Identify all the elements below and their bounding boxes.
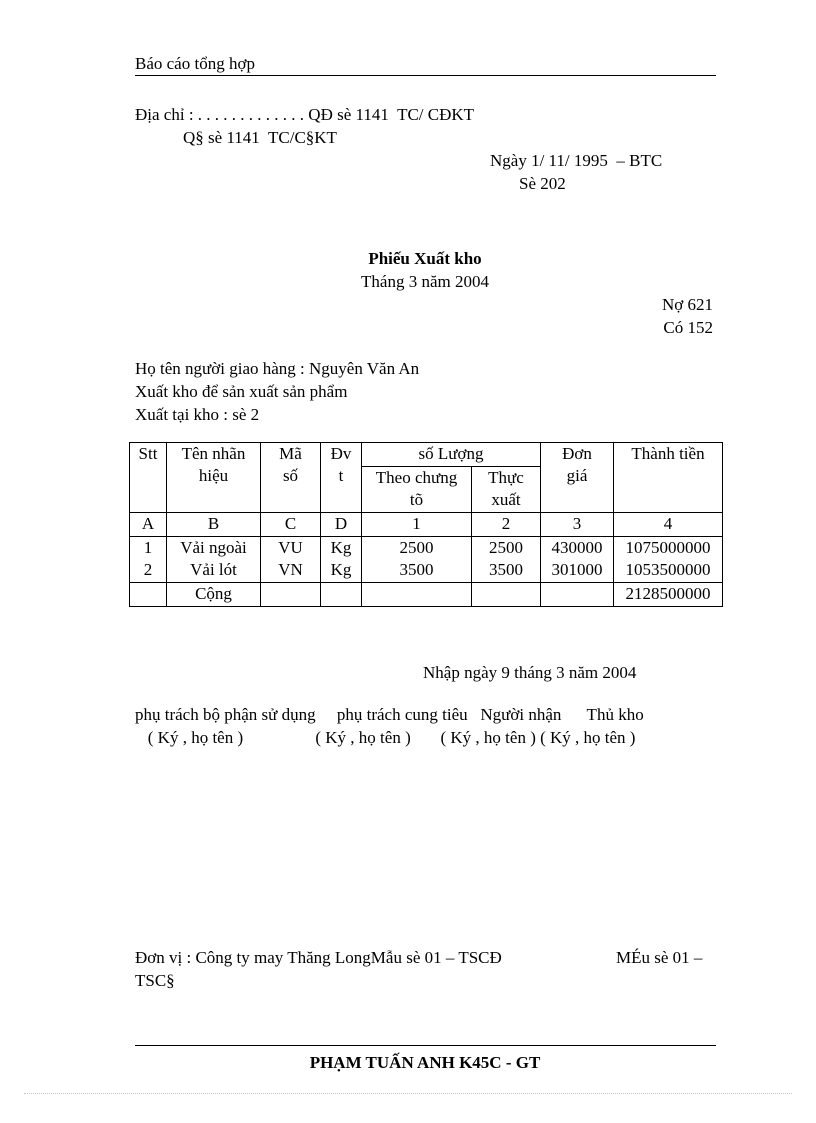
row-qty-actual-2: 3500 <box>489 560 523 579</box>
row-item-code-2: VN <box>278 560 303 579</box>
signature-roles: phụ trách bộ phận sử dụng phụ trách cung tiêu Người nhận Thủ kho <box>135 705 644 724</box>
total-empty-cell <box>130 583 167 607</box>
column-code: 2 <box>472 513 541 537</box>
header-amount: Thành tiền <box>614 443 723 513</box>
column-code: 3 <box>541 513 614 537</box>
header-qty-actual <box>472 467 541 513</box>
row-qty-actual-1: 2500 <box>489 538 523 557</box>
footer-author: PHẠM TUẤN ANH K45C - GT <box>309 1053 541 1072</box>
column-code: C <box>261 513 321 537</box>
header-name-line1: Tên nhãn <box>181 444 246 463</box>
row-amount <box>614 537 723 583</box>
table-total-row <box>130 583 723 607</box>
column-code: D <box>321 513 362 537</box>
header-stt: Stt <box>130 443 167 513</box>
row-item-name-1: Vải ngoài <box>180 538 247 557</box>
report-header-title: Báo cáo tổng hợp <box>135 54 255 73</box>
signature-instructions: ( Ký , họ tên ) ( Ký , họ tên ) ( Ký , họ tên ) ( Ký , họ tên ) <box>135 728 636 747</box>
document-title: Phiếu Xuất kho <box>368 249 482 268</box>
header-code-line1: Mã <box>279 444 302 463</box>
address-line: Địa chỉ : . . . . . . . . . . . . . QĐ sè 1141 TC/ CĐKT <box>135 105 475 124</box>
row-stt <box>130 537 167 583</box>
header-unit-line2: t <box>338 466 344 485</box>
export-purpose: Xuất kho để sản xuất sản phẩm <box>135 382 348 401</box>
column-code: A <box>130 513 167 537</box>
row-stt-1: 1 <box>143 538 153 557</box>
export-warehouse: Xuất tại kho : sè 2 <box>135 405 260 424</box>
header-qty-document <box>362 467 472 513</box>
header-rule <box>135 75 716 76</box>
import-date: Nhập ngày 9 tháng 3 năm 2004 <box>423 663 637 682</box>
unit-form-code: TSC§ <box>135 971 175 990</box>
header-code <box>261 443 321 513</box>
total-empty-cell <box>362 583 472 607</box>
header-unit <box>321 443 362 513</box>
column-code: 4 <box>614 513 723 537</box>
column-code: 1 <box>362 513 472 537</box>
table-code-row <box>130 513 723 537</box>
row-unit <box>321 537 362 583</box>
header-name-line2: hiệu <box>198 466 229 485</box>
header-code-line2: số <box>282 466 299 485</box>
regulation-line: Q§ sè 1141 TC/C§KT <box>183 128 337 147</box>
row-item-name <box>167 537 261 583</box>
header-qty-actual-line1: Thực <box>488 468 524 487</box>
regulation-number: Sè 202 <box>519 174 566 193</box>
row-qty-actual <box>472 537 541 583</box>
footer-rule <box>135 1045 716 1046</box>
table-row <box>130 537 723 583</box>
header-quantity: số Lượng <box>362 443 541 467</box>
total-label: Cộng <box>167 583 261 607</box>
total-amount: 2128500000 <box>614 583 723 607</box>
document-subtitle: Tháng 3 năm 2004 <box>361 272 489 291</box>
row-qty-document-1: 2500 <box>399 538 434 557</box>
header-qty-document-line2: tõ <box>409 490 424 509</box>
row-unit-2: Kg <box>330 560 352 579</box>
deliverer-name: Họ tên người giao hàng : Nguyên Văn An <box>135 359 420 378</box>
regulation-date: Ngày 1/ 11/ 1995 – BTC <box>490 151 663 170</box>
column-code: B <box>167 513 261 537</box>
row-item-name-2: Vải lót <box>190 560 237 579</box>
row-unit-price <box>541 537 614 583</box>
header-price <box>541 443 614 513</box>
row-unit-price-2: 301000 <box>551 560 603 579</box>
goods-table <box>129 442 723 607</box>
row-item-code-1: VU <box>278 538 303 557</box>
header-unit-line1: Đv <box>330 444 352 463</box>
header-qty-document-line1: Theo chưng <box>375 468 458 487</box>
row-item-code <box>261 537 321 583</box>
header-name <box>167 443 261 513</box>
row-qty-document-2: 3500 <box>399 560 434 579</box>
table-header-row <box>130 443 723 467</box>
form-number-right: MÉu sè 01 – <box>616 948 703 967</box>
row-unit-price-1: 430000 <box>551 538 603 557</box>
row-amount-2: 1053500000 <box>625 560 711 579</box>
credit-account: Có 152 <box>663 318 713 337</box>
unit-line: Đơn vị : Công ty may Thăng LongMẫu sè 01 – TSCĐ <box>135 948 502 967</box>
total-empty-cell <box>541 583 614 607</box>
total-empty-cell <box>261 583 321 607</box>
total-empty-cell <box>321 583 362 607</box>
row-qty-document <box>362 537 472 583</box>
header-price-line2: giá <box>566 466 588 485</box>
debit-account: Nợ 621 <box>661 295 713 314</box>
header-price-line1: Đơn <box>562 444 592 463</box>
row-unit-1: Kg <box>330 538 352 557</box>
header-qty-actual-line2: xuất <box>491 490 521 509</box>
row-amount-1: 1075000000 <box>625 538 711 557</box>
page-bottom-dotted-line <box>24 1093 792 1094</box>
total-empty-cell <box>472 583 541 607</box>
row-stt-2: 2 <box>143 560 153 579</box>
